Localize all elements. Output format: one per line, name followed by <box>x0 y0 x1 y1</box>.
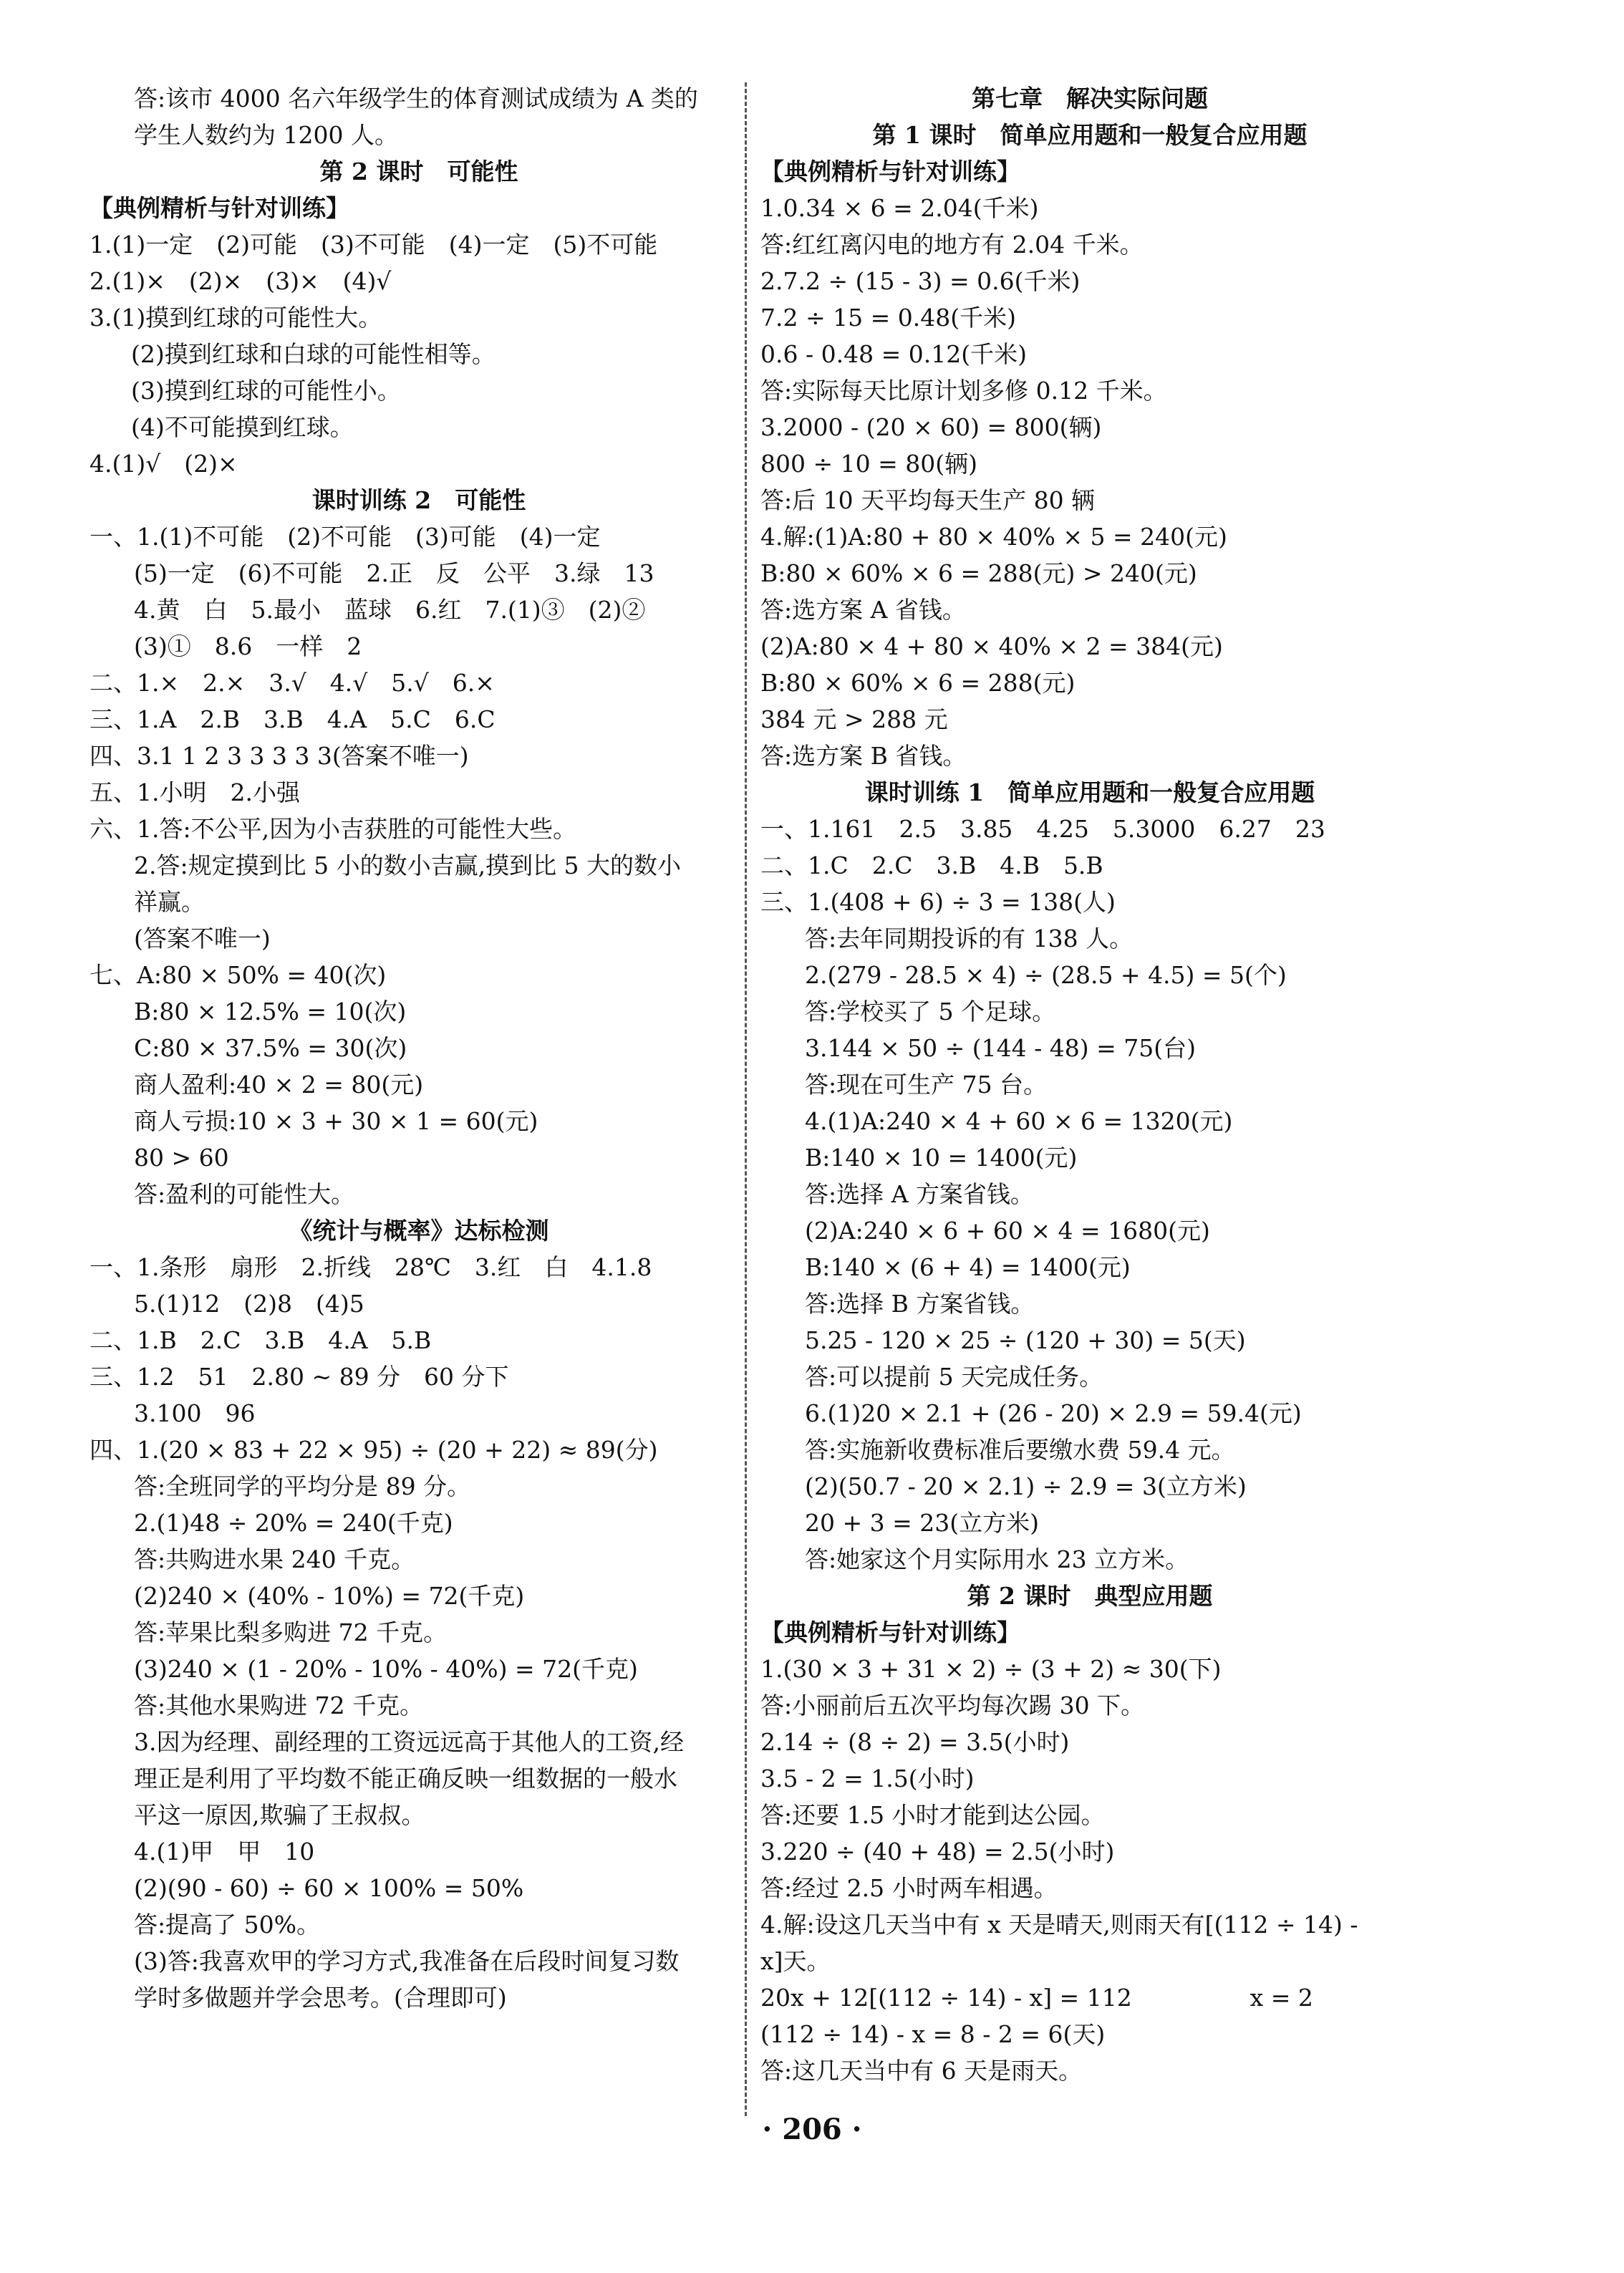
answer-line: 1.(30 × 3 + 31 × 2) ÷ (3 + 2) ≈ 30(下) <box>760 1655 1222 1683</box>
answer-line: 20x + 12[(112 ÷ 14) - x] = 112 x = 2 <box>760 1984 1313 2012</box>
answer-line: 答:经过 2.5 小时两车相遇。 <box>760 1874 1058 1902</box>
answer-line: 6.(1)20 × 2.1 + (26 - 20) × 2.9 = 59.4(元) <box>805 1399 1302 1427</box>
section-heading: 课时训练 1 简单应用题和一般复合应用题 <box>864 778 1315 806</box>
answer-line: x]天。 <box>760 1947 831 1975</box>
answer-line: 五、1.小明 2.小强 <box>90 778 300 806</box>
answer-line: 七、A:80 × 50% = 40(次) <box>90 961 387 989</box>
answer-line: 答:红红离闪电的地方有 2.04 千米。 <box>760 231 1144 259</box>
answer-line: 一、1.(1)不可能 (2)不可能 (3)可能 (4)一定 <box>90 523 601 551</box>
answer-line: 商人盈利:40 × 2 = 80(元) <box>134 1071 424 1099</box>
answer-line: 答:实施新收费标准后要缴水费 59.4 元。 <box>805 1436 1235 1464</box>
answer-line: 三、1.A 2.B 3.B 4.A 5.C 6.C <box>90 705 496 733</box>
answer-line: 1.0.34 × 6 = 2.04(千米) <box>760 194 1039 222</box>
section-heading: 第 1 课时 简单应用题和一般复合应用题 <box>872 121 1308 149</box>
answer-line: 4.解:设这几天当中有 x 天是晴天,则雨天有[(112 ÷ 14) - <box>760 1911 1358 1939</box>
answer-line: 4.(1)甲 甲 10 <box>134 1838 315 1866</box>
answer-line: 二、1.B 2.C 3.B 4.A 5.B <box>90 1326 432 1354</box>
answer-line: (3)摸到红球的可能性小。 <box>131 377 401 405</box>
answer-line: (2)A:240 × 6 + 60 × 4 = 1680(元) <box>805 1217 1210 1245</box>
answer-line: 答:该市 4000 名六年级学生的体育测试成绩为 A 类的 <box>134 85 698 112</box>
answer-line: 学时多做题并学会思考。(合理即可) <box>134 1984 507 2012</box>
answer-line: 平这一原因,欺骗了王叔叔。 <box>134 1801 425 1829</box>
answer-line: 1.(1)一定 (2)可能 (3)不可能 (4)一定 (5)不可能 <box>90 231 658 259</box>
answer-line: 3.220 ÷ (40 + 48) = 2.5(小时) <box>760 1838 1115 1866</box>
answer-line: 理正是利用了平均数不能正确反映一组数据的一般水 <box>134 1765 677 1792</box>
answer-line: (2)(90 - 60) ÷ 60 × 100% = 50% <box>134 1874 524 1902</box>
answer-line: 四、3.1 1 2 3 3 3 3 3(答案不唯一) <box>90 742 469 770</box>
section-heading: 第 2 课时 典型应用题 <box>967 1582 1213 1610</box>
answer-line: 384 元 > 288 元 <box>760 705 948 733</box>
answer-line: 答:实际每天比原计划多修 0.12 千米。 <box>760 377 1167 405</box>
answer-line: 2.(1)48 ÷ 20% = 240(千克) <box>134 1509 453 1537</box>
answer-line: 二、1.C 2.C 3.B 4.B 5.B <box>760 851 1103 879</box>
answer-line: 一、1.161 2.5 3.85 4.25 5.3000 6.27 23 <box>760 815 1325 843</box>
answer-line: (3)① 8.6 一样 2 <box>134 632 362 660</box>
subsection-label: 【典例精析与针对训练】 <box>760 158 1020 185</box>
answer-line: 一、1.条形 扇形 2.折线 28℃ 3.红 白 4.1.8 <box>90 1253 652 1281</box>
answer-line: 答:去年同期投诉的有 138 人。 <box>805 925 1134 952</box>
answer-line: 答:共购进水果 240 千克。 <box>134 1545 415 1573</box>
answer-line: 答:盈利的可能性大。 <box>134 1180 355 1208</box>
answer-line: 3.(1)摸到红球的可能性大。 <box>90 304 382 332</box>
answer-line: (5)一定 (6)不可能 2.正 反 公平 3.绿 13 <box>134 559 654 587</box>
answer-line: 答:选择 A 方案省钱。 <box>805 1180 1034 1208</box>
answer-line: 答:这几天当中有 6 天是雨天。 <box>760 2057 1083 2085</box>
answer-line: 学生人数约为 1200 人。 <box>134 121 398 149</box>
answer-line: (4)不可能摸到红球。 <box>131 413 354 441</box>
right-column <box>760 80 1419 2089</box>
answer-line: (2)(50.7 - 20 × 2.1) ÷ 2.9 = 3(立方米) <box>805 1472 1247 1500</box>
answer-line: 答:小丽前后五次平均每次踢 30 下。 <box>760 1692 1145 1719</box>
answer-line: 5.25 - 120 × 25 ÷ (120 + 30) = 5(天) <box>805 1326 1246 1354</box>
section-heading: 《统计与概率》达标检测 <box>289 1217 549 1245</box>
answer-line: 答:其他水果购进 72 千克。 <box>134 1692 424 1719</box>
answer-line: (2)240 × (40% - 10%) = 72(千克) <box>134 1582 525 1610</box>
answer-line: 2.(279 - 28.5 × 4) ÷ (28.5 + 4.5) = 5(个) <box>805 961 1287 989</box>
answer-line: 2.答:规定摸到比 5 小的数小吉赢,摸到比 5 大的数小 <box>134 851 682 879</box>
answer-line: 答:苹果比梨多购进 72 千克。 <box>134 1618 448 1646</box>
subsection-label: 【典例精析与针对训练】 <box>90 194 349 222</box>
answer-line: 答:可以提前 5 天完成任务。 <box>805 1363 1103 1391</box>
answer-line: (112 ÷ 14) - x = 8 - 2 = 6(天) <box>760 2020 1106 2048</box>
answer-line: 4.解:(1)A:80 + 80 × 40% × 5 = 240(元) <box>760 523 1227 551</box>
answer-line: 答:选择 B 方案省钱。 <box>805 1290 1035 1318</box>
answer-line: 答:全班同学的平均分是 89 分。 <box>134 1472 471 1500</box>
answer-line: B:80 × 60% × 6 = 288(元) > 240(元) <box>760 559 1197 587</box>
answer-line: (答案不唯一) <box>134 925 271 952</box>
answer-line: C:80 × 37.5% = 30(次) <box>134 1034 407 1062</box>
answer-line: 2.(1)× (2)× (3)× (4)√ <box>90 267 392 295</box>
answer-line: 祥赢。 <box>134 888 205 916</box>
answer-line: 答:她家这个月实际用水 23 立方米。 <box>805 1545 1189 1573</box>
answer-line: 答:提高了 50%。 <box>134 1911 320 1939</box>
answer-line: 三、1.(408 + 6) ÷ 3 = 138(人) <box>760 888 1116 916</box>
subsection-label: 【典例精析与针对训练】 <box>760 1618 1020 1646</box>
answer-line: 3.100 96 <box>134 1399 256 1427</box>
answer-line: 三、1.2 51 2.80 ~ 89 分 60 分下 <box>90 1363 509 1391</box>
section-heading: 课时训练 2 可能性 <box>311 486 526 514</box>
answer-line: 20 + 3 = 23(立方米) <box>805 1509 1039 1537</box>
answer-line: 80 > 60 <box>134 1144 229 1172</box>
answer-line: 0.6 - 0.48 = 0.12(千米) <box>760 340 1027 368</box>
column-divider <box>745 82 747 2116</box>
answer-line: 3.因为经理、副经理的工资远远高于其他人的工资,经 <box>134 1728 684 1756</box>
section-heading: 第 2 课时 可能性 <box>319 158 518 185</box>
answer-line: 3.144 × 50 ÷ (144 - 48) = 75(台) <box>805 1034 1196 1062</box>
answer-line: 四、1.(20 × 83 + 22 × 95) ÷ (20 + 22) ≈ 89(分) <box>90 1436 658 1464</box>
answer-line: 六、1.答:不公平,因为小吉获胜的可能性大些。 <box>90 815 577 843</box>
answer-line: 答:还要 1.5 小时才能到达公园。 <box>760 1801 1105 1829</box>
answer-line: 7.2 ÷ 15 = 0.48(千米) <box>760 304 1016 332</box>
left-column <box>90 80 748 2016</box>
answer-line: (2)摸到红球和白球的可能性相等。 <box>131 340 496 368</box>
answer-line: (3)答:我喜欢甲的学习方式,我准备在后段时间复习数 <box>134 1947 680 1975</box>
answer-line: B:140 × (6 + 4) = 1400(元) <box>805 1253 1131 1281</box>
answer-line: B:80 × 12.5% = 10(次) <box>134 998 407 1025</box>
answer-line: 5.(1)12 (2)8 (4)5 <box>134 1290 364 1318</box>
answer-line: 二、1.× 2.× 3.√ 4.√ 5.√ 6.× <box>90 669 495 697</box>
answer-line: 4.(1)√ (2)× <box>90 450 238 478</box>
answer-line: 商人亏损:10 × 3 + 30 × 1 = 60(元) <box>134 1107 538 1135</box>
answer-line: 2.7.2 ÷ (15 - 3) = 0.6(千米) <box>760 267 1081 295</box>
answer-line: 答:选方案 A 省钱。 <box>760 596 966 624</box>
answer-line: B:80 × 60% × 6 = 288(元) <box>760 669 1076 697</box>
answer-line: 答:现在可生产 75 台。 <box>805 1071 1048 1099</box>
answer-line: 3.2000 - (20 × 60) = 800(辆) <box>760 413 1102 441</box>
answer-line: 答:选方案 B 省钱。 <box>760 742 967 770</box>
answer-line: 4.黄 白 5.最小 蓝球 6.红 7.(1)③ (2)② <box>134 596 646 624</box>
answer-line: 答:学校买了 5 个足球。 <box>805 998 1056 1025</box>
answer-line: B:140 × 10 = 1400(元) <box>805 1144 1078 1172</box>
answer-line: (2)A:80 × 4 + 80 × 40% × 2 = 384(元) <box>760 632 1223 660</box>
answer-line: 3.5 - 2 = 1.5(小时) <box>760 1765 975 1792</box>
answer-line: 答:后 10 天平均每天生产 80 辆 <box>760 486 1096 514</box>
answer-line: 4.(1)A:240 × 4 + 60 × 6 = 1320(元) <box>805 1107 1233 1135</box>
answer-line: (3)240 × (1 - 20% - 10% - 40%) = 72(千克) <box>134 1655 638 1683</box>
answer-line: 800 ÷ 10 = 80(辆) <box>760 450 977 478</box>
answer-line: 2.14 ÷ (8 ÷ 2) = 3.5(小时) <box>760 1728 1070 1756</box>
section-heading: 第七章 解决实际问题 <box>972 85 1208 112</box>
page-number: · 206 · <box>762 2113 862 2146</box>
